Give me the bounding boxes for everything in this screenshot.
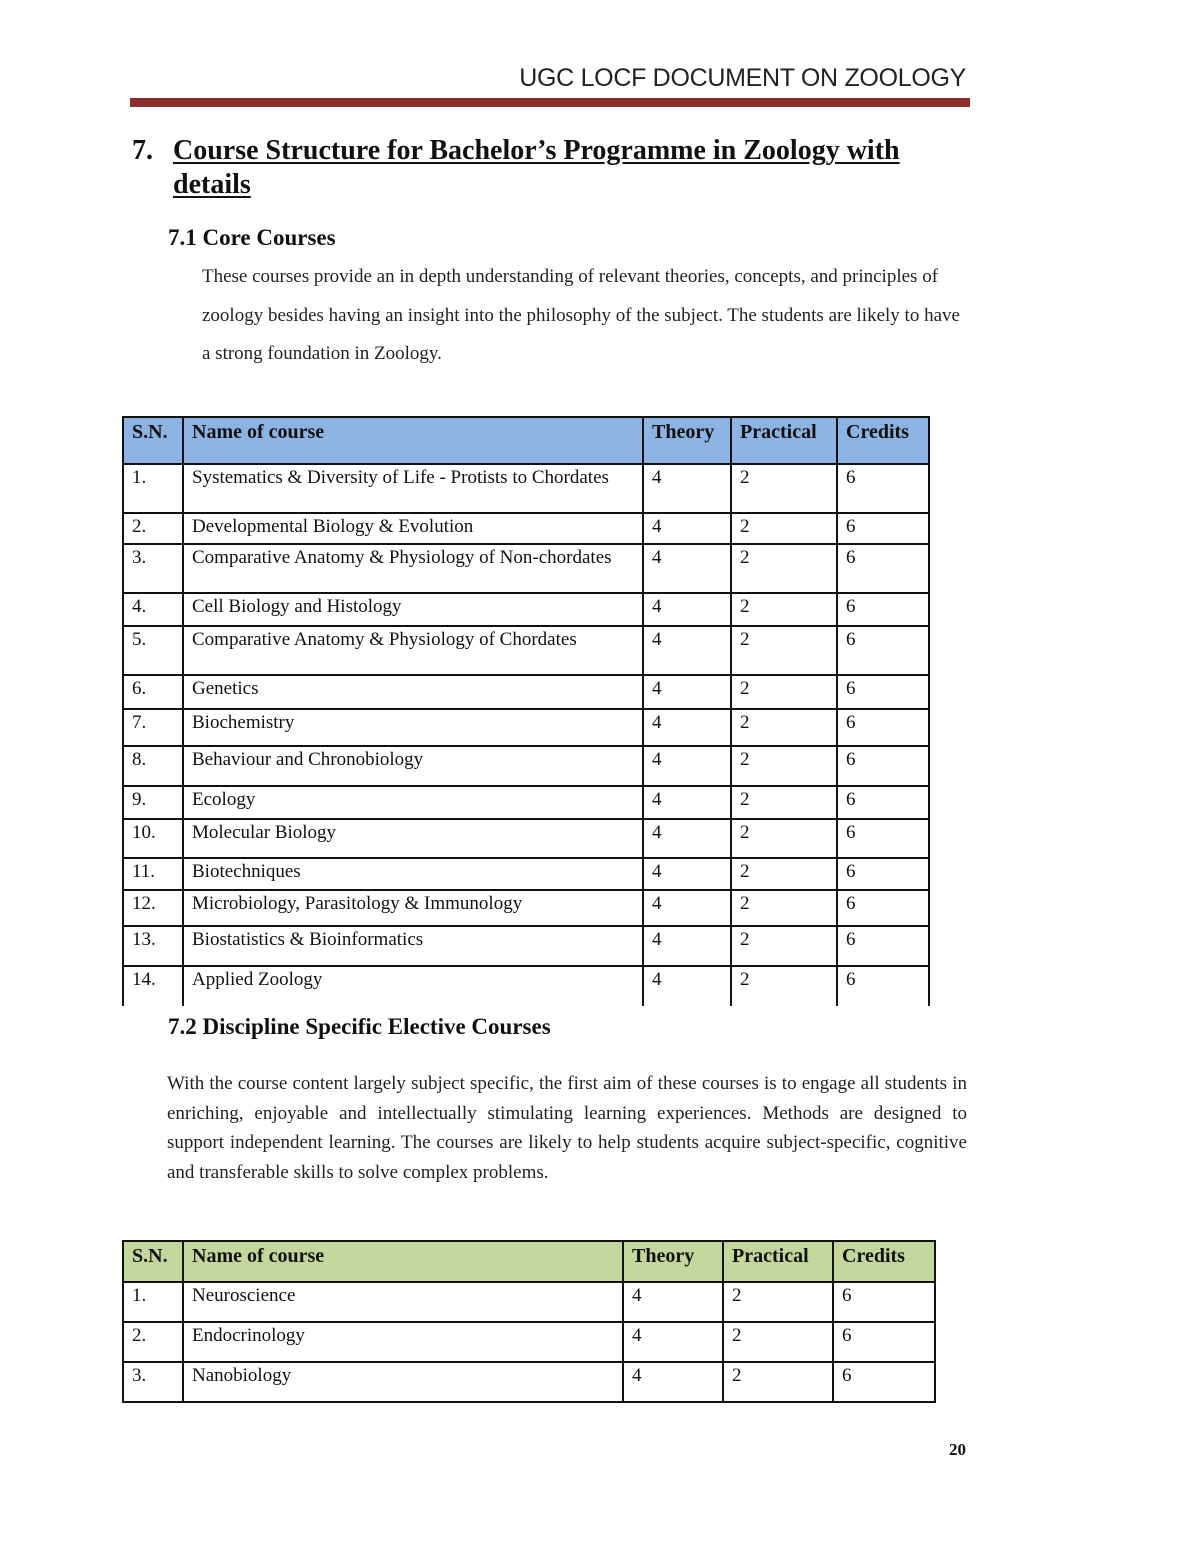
column-header: Theory [643, 417, 731, 464]
dse-courses-description: With the course content largely subject specific, the first aim of these courses is to engage all students in enriching, enjoyable and intellectually stimulating learning experiences. Methods are designed to support independent learning. The courses are likely to help students acquire subject-specific, cognitive and transferable skills to solve complex problems. [167, 1073, 967, 1183]
course-name-cell: Applied Zoology [183, 966, 643, 1006]
theory-credits-cell: 4 [643, 786, 731, 819]
practical-credits-cell: 2 [723, 1282, 833, 1322]
total-credits-cell: 6 [837, 746, 929, 786]
column-header: Practical [731, 417, 837, 464]
table-row [123, 626, 929, 675]
practical-credits-cell: 2 [723, 1322, 833, 1362]
serial-number-cell: 2. [123, 513, 183, 544]
practical-credits-cell: 2 [731, 544, 837, 593]
course-name-cell: Biostatistics & Bioinformatics [183, 926, 643, 966]
course-name-cell: Molecular Biology [183, 819, 643, 858]
table-row [123, 890, 929, 926]
table-row [123, 858, 929, 890]
practical-credits-cell: 2 [731, 709, 837, 746]
table-row [123, 926, 929, 966]
practical-credits-cell: 2 [731, 626, 837, 675]
serial-number-cell: 1. [123, 464, 183, 513]
page-number: 20 [949, 1440, 966, 1459]
course-name-cell: Behaviour and Chronobiology [183, 746, 643, 786]
course-name-cell: Cell Biology and Histology [183, 593, 643, 626]
serial-number-cell: 7. [123, 709, 183, 746]
column-header: Theory [623, 1241, 723, 1282]
course-name-cell: Systematics & Diversity of Life - Protists to Chordates [183, 464, 643, 513]
course-name-cell: Neuroscience [183, 1282, 623, 1322]
total-credits-cell: 6 [837, 966, 929, 1006]
practical-credits-cell: 2 [731, 593, 837, 626]
column-header: S.N. [123, 1241, 183, 1282]
theory-credits-cell: 4 [643, 819, 731, 858]
total-credits-cell: 6 [837, 858, 929, 890]
total-credits-cell: 6 [837, 544, 929, 593]
practical-credits-cell: 2 [731, 858, 837, 890]
total-credits-cell: 6 [833, 1282, 935, 1322]
total-credits-cell: 6 [837, 464, 929, 513]
dse-courses-table [122, 1240, 936, 1403]
column-header: Name of course [183, 1241, 623, 1282]
table-row [123, 819, 929, 858]
column-header: Credits [833, 1241, 935, 1282]
course-name-cell: Nanobiology [183, 1362, 623, 1402]
theory-credits-cell: 4 [623, 1322, 723, 1362]
course-name-cell: Ecology [183, 786, 643, 819]
total-credits-cell: 6 [837, 513, 929, 544]
practical-credits-cell: 2 [731, 464, 837, 513]
theory-credits-cell: 4 [643, 890, 731, 926]
section-title: Course Structure for Bachelor’s Programme in Zoology with details [173, 135, 900, 200]
theory-credits-cell: 4 [643, 858, 731, 890]
course-name-cell: Developmental Biology & Evolution [183, 513, 643, 544]
practical-credits-cell: 2 [731, 786, 837, 819]
theory-credits-cell: 4 [623, 1362, 723, 1402]
core-courses-description: These courses provide an in depth understanding of relevant theories, concepts, and principles of zoology besides having an insight into the philosophy of the subject. The students are likely to have a strong foundation in Zoology. [202, 266, 960, 364]
serial-number-cell: 9. [123, 786, 183, 819]
course-name-cell: Genetics [183, 675, 643, 709]
theory-credits-cell: 4 [643, 626, 731, 675]
practical-credits-cell: 2 [731, 966, 837, 1006]
total-credits-cell: 6 [837, 626, 929, 675]
table-row [123, 746, 929, 786]
serial-number-cell: 2. [123, 1322, 183, 1362]
total-credits-cell: 6 [837, 819, 929, 858]
table-row [123, 593, 929, 626]
table-row [123, 786, 929, 819]
table-row [123, 1362, 935, 1402]
header-rule [130, 98, 970, 107]
total-credits-cell: 6 [837, 709, 929, 746]
serial-number-cell: 1. [123, 1282, 183, 1322]
practical-credits-cell: 2 [731, 675, 837, 709]
column-header: Name of course [183, 417, 643, 464]
total-credits-cell: 6 [833, 1362, 935, 1402]
theory-credits-cell: 4 [643, 966, 731, 1006]
document-header-title: UGC LOCF DOCUMENT ON ZOOLOGY [519, 64, 966, 92]
serial-number-cell: 11. [123, 858, 183, 890]
course-name-cell: Biotechniques [183, 858, 643, 890]
theory-credits-cell: 4 [643, 464, 731, 513]
serial-number-cell: 3. [123, 1362, 183, 1402]
practical-credits-cell: 2 [731, 746, 837, 786]
total-credits-cell: 6 [837, 926, 929, 966]
column-header: Credits [837, 417, 929, 464]
dse-courses-heading: 7.2 Discipline Specific Elective Courses [168, 1014, 551, 1039]
theory-credits-cell: 4 [643, 675, 731, 709]
serial-number-cell: 14. [123, 966, 183, 1006]
table-row [123, 544, 929, 593]
practical-credits-cell: 2 [731, 819, 837, 858]
theory-credits-cell: 4 [623, 1282, 723, 1322]
theory-credits-cell: 4 [643, 544, 731, 593]
practical-credits-cell: 2 [731, 890, 837, 926]
table-row [123, 709, 929, 746]
table-row [123, 1322, 935, 1362]
total-credits-cell: 6 [833, 1322, 935, 1362]
table-row [123, 675, 929, 709]
serial-number-cell: 13. [123, 926, 183, 966]
serial-number-cell: 5. [123, 626, 183, 675]
table-row [123, 513, 929, 544]
serial-number-cell: 6. [123, 675, 183, 709]
table-header-row [123, 1241, 935, 1282]
column-header: S.N. [123, 417, 183, 464]
table-header-row [123, 417, 929, 464]
theory-credits-cell: 4 [643, 746, 731, 786]
serial-number-cell: 8. [123, 746, 183, 786]
practical-credits-cell: 2 [723, 1362, 833, 1402]
theory-credits-cell: 4 [643, 926, 731, 966]
serial-number-cell: 3. [123, 544, 183, 593]
total-credits-cell: 6 [837, 786, 929, 819]
column-header: Practical [723, 1241, 833, 1282]
total-credits-cell: 6 [837, 593, 929, 626]
table-row [123, 966, 929, 1006]
total-credits-cell: 6 [837, 890, 929, 926]
course-name-cell: Comparative Anatomy & Physiology of Chordates [183, 626, 643, 675]
section-number: 7. [132, 135, 153, 166]
course-name-cell: Endocrinology [183, 1322, 623, 1362]
total-credits-cell: 6 [837, 675, 929, 709]
table-row [123, 1282, 935, 1322]
course-name-cell: Microbiology, Parasitology & Immunology [183, 890, 643, 926]
core-courses-heading: 7.1 Core Courses [168, 225, 336, 250]
theory-credits-cell: 4 [643, 709, 731, 746]
practical-credits-cell: 2 [731, 926, 837, 966]
theory-credits-cell: 4 [643, 513, 731, 544]
serial-number-cell: 4. [123, 593, 183, 626]
serial-number-cell: 10. [123, 819, 183, 858]
serial-number-cell: 12. [123, 890, 183, 926]
core-courses-table [122, 416, 930, 1006]
table-row [123, 464, 929, 513]
theory-credits-cell: 4 [643, 593, 731, 626]
course-name-cell: Biochemistry [183, 709, 643, 746]
course-name-cell: Comparative Anatomy & Physiology of Non-chordates [183, 544, 643, 593]
practical-credits-cell: 2 [731, 513, 837, 544]
